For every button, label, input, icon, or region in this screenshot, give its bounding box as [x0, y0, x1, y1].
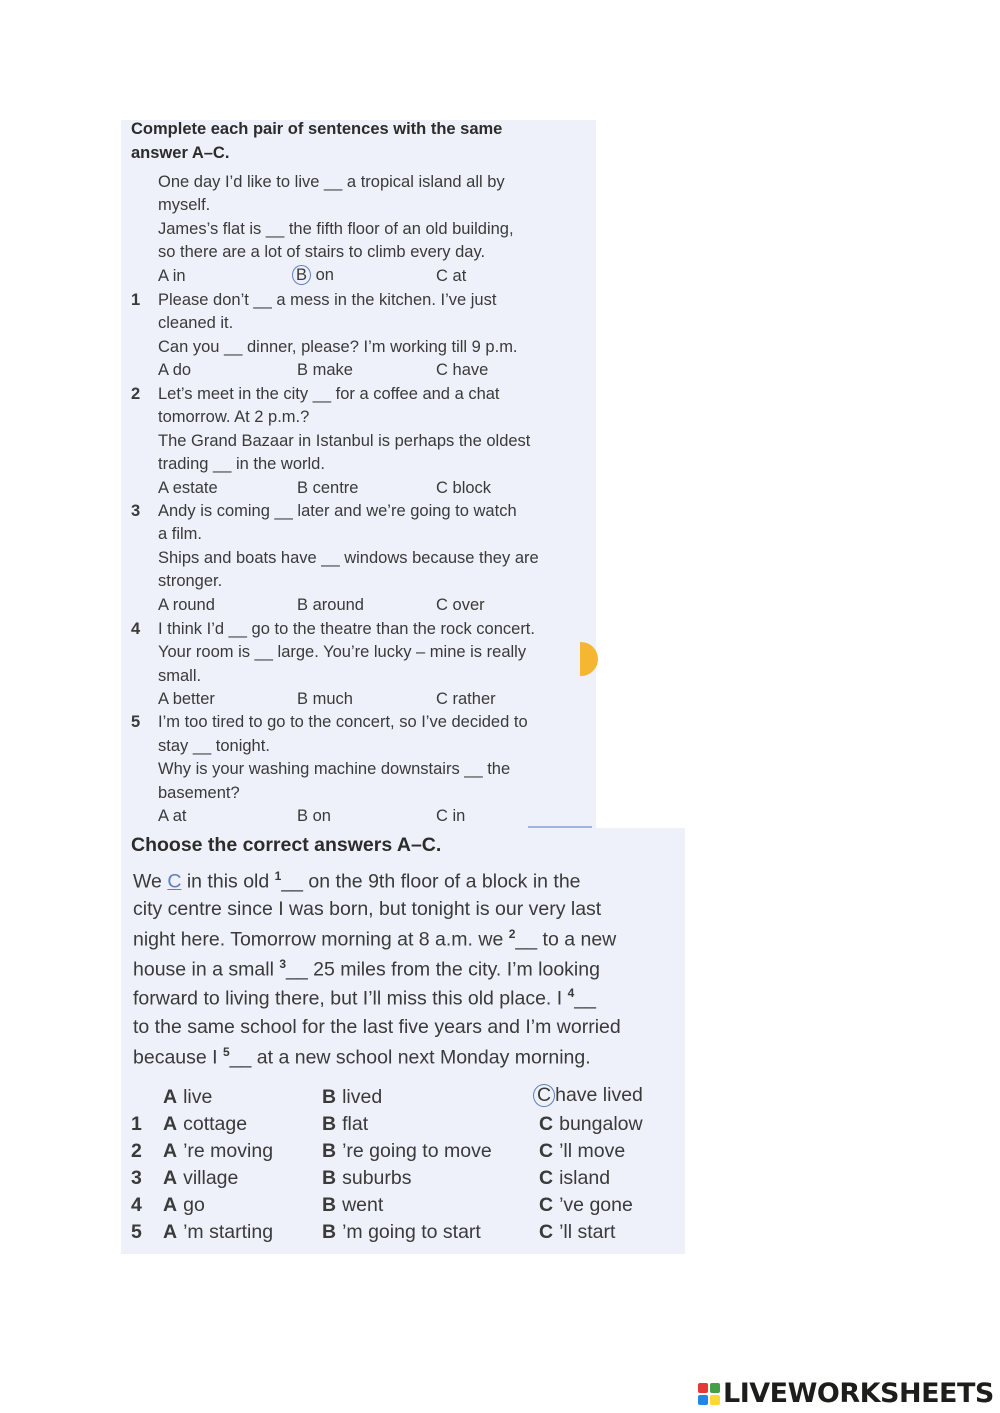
option-a[interactable] — [158, 690, 215, 709]
item-line: stronger. — [158, 572, 223, 590]
liveworksheets-logo — [698, 1378, 994, 1409]
example-answer: C — [167, 870, 182, 893]
option-text: ’ll move — [559, 1140, 626, 1162]
option-text: go — [183, 1194, 205, 1216]
item-line: Andy is coming __ later and we’re going to watch — [158, 502, 517, 520]
option-c[interactable] — [436, 596, 485, 615]
example-option-a — [163, 1086, 212, 1109]
option-c[interactable] — [436, 807, 465, 826]
option-letter: C — [539, 1113, 554, 1135]
option-text: have — [452, 361, 489, 379]
option-text: live — [183, 1086, 213, 1108]
item-line: Ships and boats have __ windows because they are — [158, 549, 539, 567]
item-number: 3 — [131, 1167, 142, 1189]
option-letter: C — [436, 479, 448, 497]
passage-text: house in a small — [133, 958, 280, 981]
option-text: make — [312, 361, 353, 379]
item-number: 1 — [131, 1113, 142, 1135]
passage-text: night here. Tomorrow morning at 8 a.m. we — [133, 928, 509, 951]
item-number: 2 — [131, 385, 141, 403]
passage-line — [133, 1045, 591, 1070]
option-letter: C — [539, 1167, 554, 1189]
option-letter: B — [322, 1167, 337, 1189]
option-text: estate — [172, 479, 218, 497]
example-option-b — [292, 265, 334, 285]
option-text: flat — [342, 1113, 369, 1135]
passage-text: __ — [574, 987, 596, 1010]
blank-number: 5 — [222, 1045, 230, 1059]
option-letter: A — [158, 479, 169, 497]
option-c[interactable] — [539, 1140, 625, 1163]
option-b[interactable] — [322, 1221, 481, 1244]
option-b[interactable] — [297, 479, 358, 498]
option-b[interactable] — [297, 690, 353, 709]
option-letter: B — [322, 1221, 337, 1243]
option-letter: C — [539, 1221, 554, 1243]
option-letter: B — [322, 1113, 337, 1135]
option-a[interactable] — [163, 1167, 238, 1190]
exercise1-title-line1: Complete each pair of sentences with the same — [131, 120, 503, 138]
option-letter: C — [436, 807, 448, 825]
circled-answer: B — [292, 265, 311, 285]
item-line: Your room is __ large. You’re lucky – mine is really — [158, 643, 527, 661]
option-b[interactable] — [297, 361, 353, 380]
option-a[interactable] — [158, 807, 186, 826]
brand-name: LIVEWORKSHEETS — [723, 1378, 994, 1409]
option-c[interactable] — [539, 1167, 610, 1190]
option-letter: C — [436, 596, 448, 614]
option-letter: A — [163, 1113, 178, 1135]
option-c[interactable] — [436, 479, 491, 498]
option-c[interactable] — [539, 1113, 643, 1136]
option-letter: B — [297, 479, 309, 497]
option-text: island — [559, 1167, 611, 1189]
blank-number: 1 — [274, 869, 282, 883]
item-number: 3 — [131, 502, 141, 520]
example-line: myself. — [158, 196, 211, 214]
option-letter: B — [297, 807, 309, 825]
option-letter: A — [163, 1194, 178, 1216]
option-b[interactable] — [322, 1140, 492, 1163]
option-letter: B — [297, 690, 309, 708]
passage-line: city centre since I was born, but tonight is our very last — [133, 898, 602, 920]
item-line: Can you __ dinner, please? I’m working till 9 p.m. — [158, 338, 518, 356]
option-text: ’m going to start — [342, 1221, 481, 1243]
item-number: 1 — [131, 291, 141, 309]
passage-text: because I — [133, 1046, 223, 1069]
item-number: 4 — [131, 1194, 142, 1216]
option-text: around — [312, 596, 364, 614]
option-letter: A — [158, 690, 169, 708]
option-letter: B — [322, 1086, 337, 1108]
passage-text: __ on the 9th floor of a block in the — [281, 870, 581, 893]
blank-number: 4 — [567, 986, 575, 1000]
option-letter: B — [322, 1140, 337, 1162]
blank-number: 3 — [279, 957, 287, 971]
option-text: bungalow — [559, 1113, 643, 1135]
option-text: at — [452, 267, 467, 285]
item-number: 5 — [131, 713, 141, 731]
option-a[interactable] — [163, 1221, 273, 1244]
option-a[interactable] — [158, 479, 218, 498]
option-a[interactable] — [163, 1140, 273, 1163]
item-line: a film. — [158, 525, 203, 543]
example-line: so there are a lot of stairs to climb every day. — [158, 243, 486, 261]
option-text: on — [315, 266, 334, 284]
option-letter: A — [163, 1167, 178, 1189]
item-line: Why is your washing machine downstairs __ the — [158, 760, 511, 778]
item-line: small. — [158, 667, 202, 685]
option-text: at — [172, 807, 187, 825]
option-a[interactable] — [163, 1194, 205, 1217]
item-line: Let’s meet in the city __ for a coffee and a chat — [158, 385, 500, 403]
option-text: block — [452, 479, 492, 497]
option-letter: C — [539, 1140, 554, 1162]
option-text: much — [312, 690, 353, 708]
option-text: ’re going to move — [342, 1140, 492, 1162]
example-line: James’s flat is __ the fifth floor of an old building, — [158, 220, 514, 238]
passage-line — [133, 927, 616, 952]
item-number: 5 — [131, 1221, 142, 1243]
item-line: I’m too tired to go to the concert, so I’ve decided to — [158, 713, 528, 731]
passage-line — [133, 957, 600, 982]
option-letter: A — [158, 807, 169, 825]
option-letter: C — [436, 361, 448, 379]
option-text: ’re moving — [183, 1140, 274, 1162]
item-line: trading __ in the world. — [158, 455, 325, 473]
item-line: tomorrow. At 2 p.m.? — [158, 408, 310, 426]
option-text: on — [312, 807, 331, 825]
option-text: in — [172, 267, 186, 285]
logo-grid-icon — [698, 1383, 720, 1405]
exercise2-title: Choose the correct answers A–C. — [131, 834, 442, 856]
option-text: centre — [312, 479, 359, 497]
option-letter: A — [158, 596, 169, 614]
passage-text: forward to living there, but I’ll miss this old place. I — [133, 987, 568, 1010]
passage-text: __ 25 miles from the city. I’m looking — [286, 958, 600, 981]
option-letter: B — [322, 1194, 337, 1216]
example-option-a — [158, 267, 186, 286]
option-b[interactable] — [297, 807, 331, 826]
tab-divider — [528, 826, 592, 828]
option-b[interactable] — [322, 1194, 383, 1217]
passage-text: in this old — [181, 870, 275, 893]
option-b[interactable] — [322, 1113, 368, 1136]
option-letter: B — [297, 361, 309, 379]
option-c[interactable] — [436, 690, 496, 709]
passage-line — [133, 986, 596, 1011]
option-letter: B — [297, 596, 309, 614]
option-letter: A — [163, 1140, 178, 1162]
option-text: ’ve gone — [559, 1194, 633, 1216]
option-a[interactable] — [163, 1113, 247, 1136]
option-c[interactable] — [539, 1194, 633, 1217]
item-line: basement? — [158, 784, 240, 802]
option-text: have lived — [555, 1084, 643, 1106]
passage-line — [133, 869, 581, 894]
item-number: 4 — [131, 620, 141, 638]
item-number: 2 — [131, 1140, 142, 1162]
item-line: The Grand Bazaar in Istanbul is perhaps the oldest — [158, 432, 531, 450]
option-text: village — [183, 1167, 239, 1189]
option-text: ’ll start — [559, 1221, 616, 1243]
option-text: suburbs — [342, 1167, 412, 1189]
option-text: do — [172, 361, 192, 379]
option-text: ’m starting — [183, 1221, 274, 1243]
option-text: went — [342, 1194, 384, 1216]
option-text: lived — [342, 1086, 383, 1108]
passage-text: __ at a new school next Monday morning. — [229, 1046, 591, 1069]
option-c[interactable] — [539, 1221, 615, 1244]
example-option-b — [322, 1086, 382, 1109]
item-line: Please don’t __ a mess in the kitchen. I’ve just — [158, 291, 497, 309]
option-letter: A — [163, 1086, 178, 1108]
option-c[interactable] — [436, 361, 488, 380]
passage-line: to the same school for the last five years and I’m worried — [133, 1016, 621, 1038]
option-text: in — [452, 807, 466, 825]
passage-text: __ to a new — [515, 928, 617, 951]
example-line: One day I’d like to live __ a tropical island all by — [158, 173, 505, 191]
blank-number: 2 — [508, 927, 516, 941]
passage-text: We — [133, 870, 168, 893]
option-letter: C — [436, 267, 448, 285]
option-text: rather — [452, 690, 496, 708]
option-text: over — [452, 596, 485, 614]
option-b[interactable] — [297, 596, 364, 615]
item-line: stay __ tonight. — [158, 737, 270, 755]
option-letter: A — [163, 1221, 178, 1243]
option-letter: C — [539, 1194, 554, 1216]
item-line: I think I’d __ go to the theatre than the rock concert. — [158, 620, 535, 638]
option-a[interactable] — [158, 596, 215, 615]
item-line: cleaned it. — [158, 314, 234, 332]
option-text: round — [172, 596, 215, 614]
option-a[interactable] — [158, 361, 191, 380]
example-option-c — [436, 267, 466, 286]
example-option-c — [533, 1084, 643, 1107]
option-text: better — [172, 690, 215, 708]
circled-answer: C — [533, 1084, 555, 1107]
option-b[interactable] — [322, 1167, 411, 1190]
exercise1-title-line2: answer A–C. — [131, 144, 230, 162]
option-letter: A — [158, 361, 169, 379]
option-text: cottage — [183, 1113, 248, 1135]
option-letter: A — [158, 267, 169, 285]
option-letter: C — [436, 690, 448, 708]
